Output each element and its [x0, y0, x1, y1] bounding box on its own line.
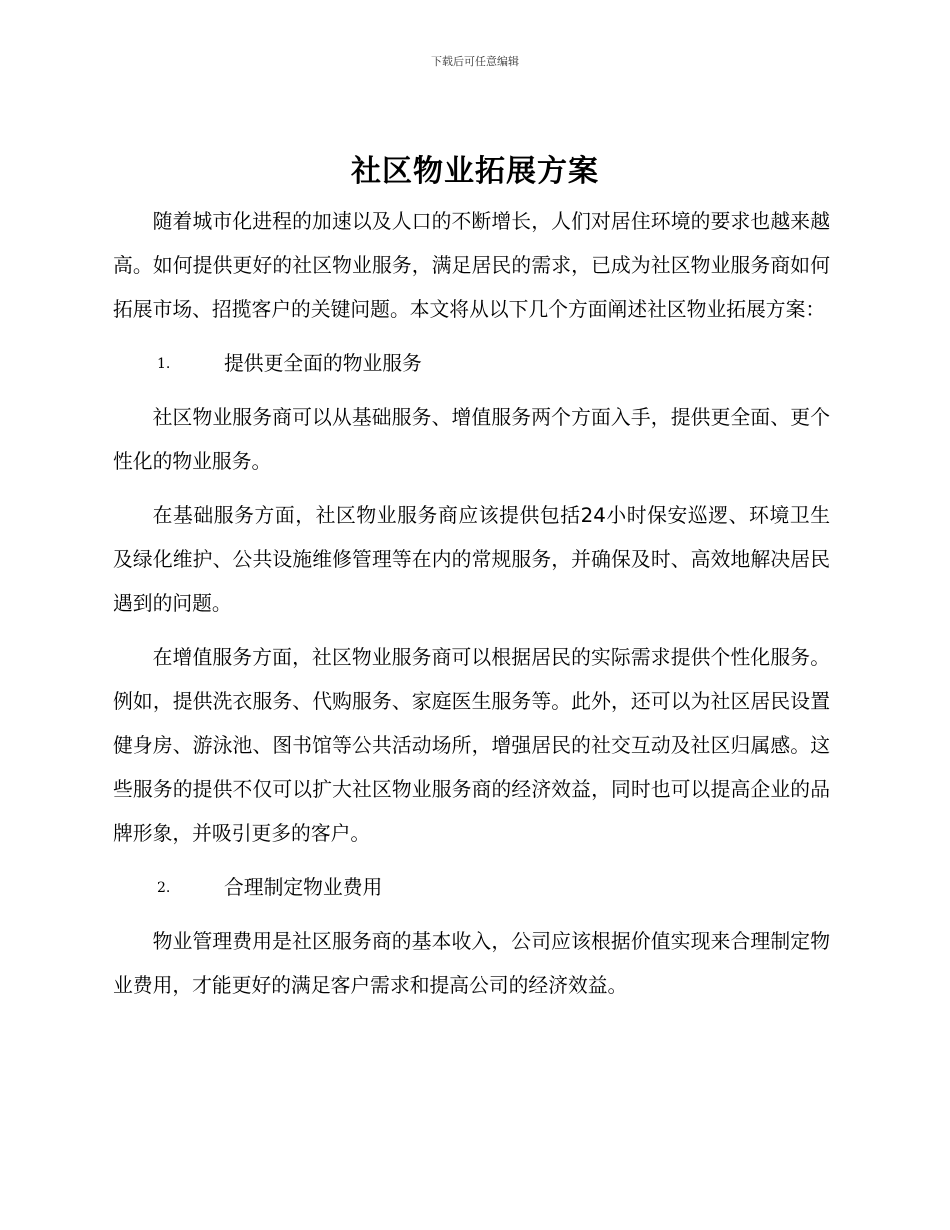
intro-paragraph: 随着城市化进程的加速以及人口的不断增长，人们对居住环境的要求也越来越高。如何提供更好的社区物业服务，满足居民的需求，已成为社区物业服务商如何拓展市场、招揽客户的关键问题。本文将从以下几个方面阐述社区物业拓展方案： [113, 210, 830, 321]
section-1-paragraph-3: 在增值服务方面，社区物业服务商可以根据居民的实际需求提供个性化服务。例如，提供洗衣服务、代购服务、家庭医生服务等。此外，还可以为社区居民设置健身房、游泳池、图书馆等公共活动场所，增强居民的社交互动及社区归属感。这些服务的提供不仅可以扩大社区物业服务商的经济效益，同时也可以提高企业的品牌形象，并吸引更多的客户。 [113, 646, 830, 845]
document-title: 社区物业拓展方案 [351, 154, 599, 189]
page-header-note: 下载后可任意编辑 [431, 55, 519, 68]
section-1-paragraph-1: 社区物业服务商可以从基础服务、增值服务两个方面入手，提供更全面、更个性化的物业服务。 [113, 406, 830, 473]
section-heading-1 [113, 342, 830, 386]
section-title: 合理制定物业费用 [224, 876, 383, 899]
section-1-paragraph-2: 在基础服务方面，社区物业服务商应该提供包括24小时保安巡逻、环境卫生及绿化维护、公共设施维修管理等在内的常规服务，并确保及时、高效地解决居民遇到的问题。 [113, 504, 830, 615]
section-heading-2 [113, 866, 830, 910]
document-body [113, 200, 830, 1018]
section-number: 1. [157, 356, 171, 372]
section-2-paragraph-1: 物业管理费用是社区服务商的基本收入，公司应该根据价值实现来合理制定物业费用，才能更好的满足客户需求和提高公司的经济效益。 [113, 930, 830, 997]
section-title: 提供更全面的物业服务 [224, 352, 422, 375]
section-number: 2. [157, 880, 171, 896]
